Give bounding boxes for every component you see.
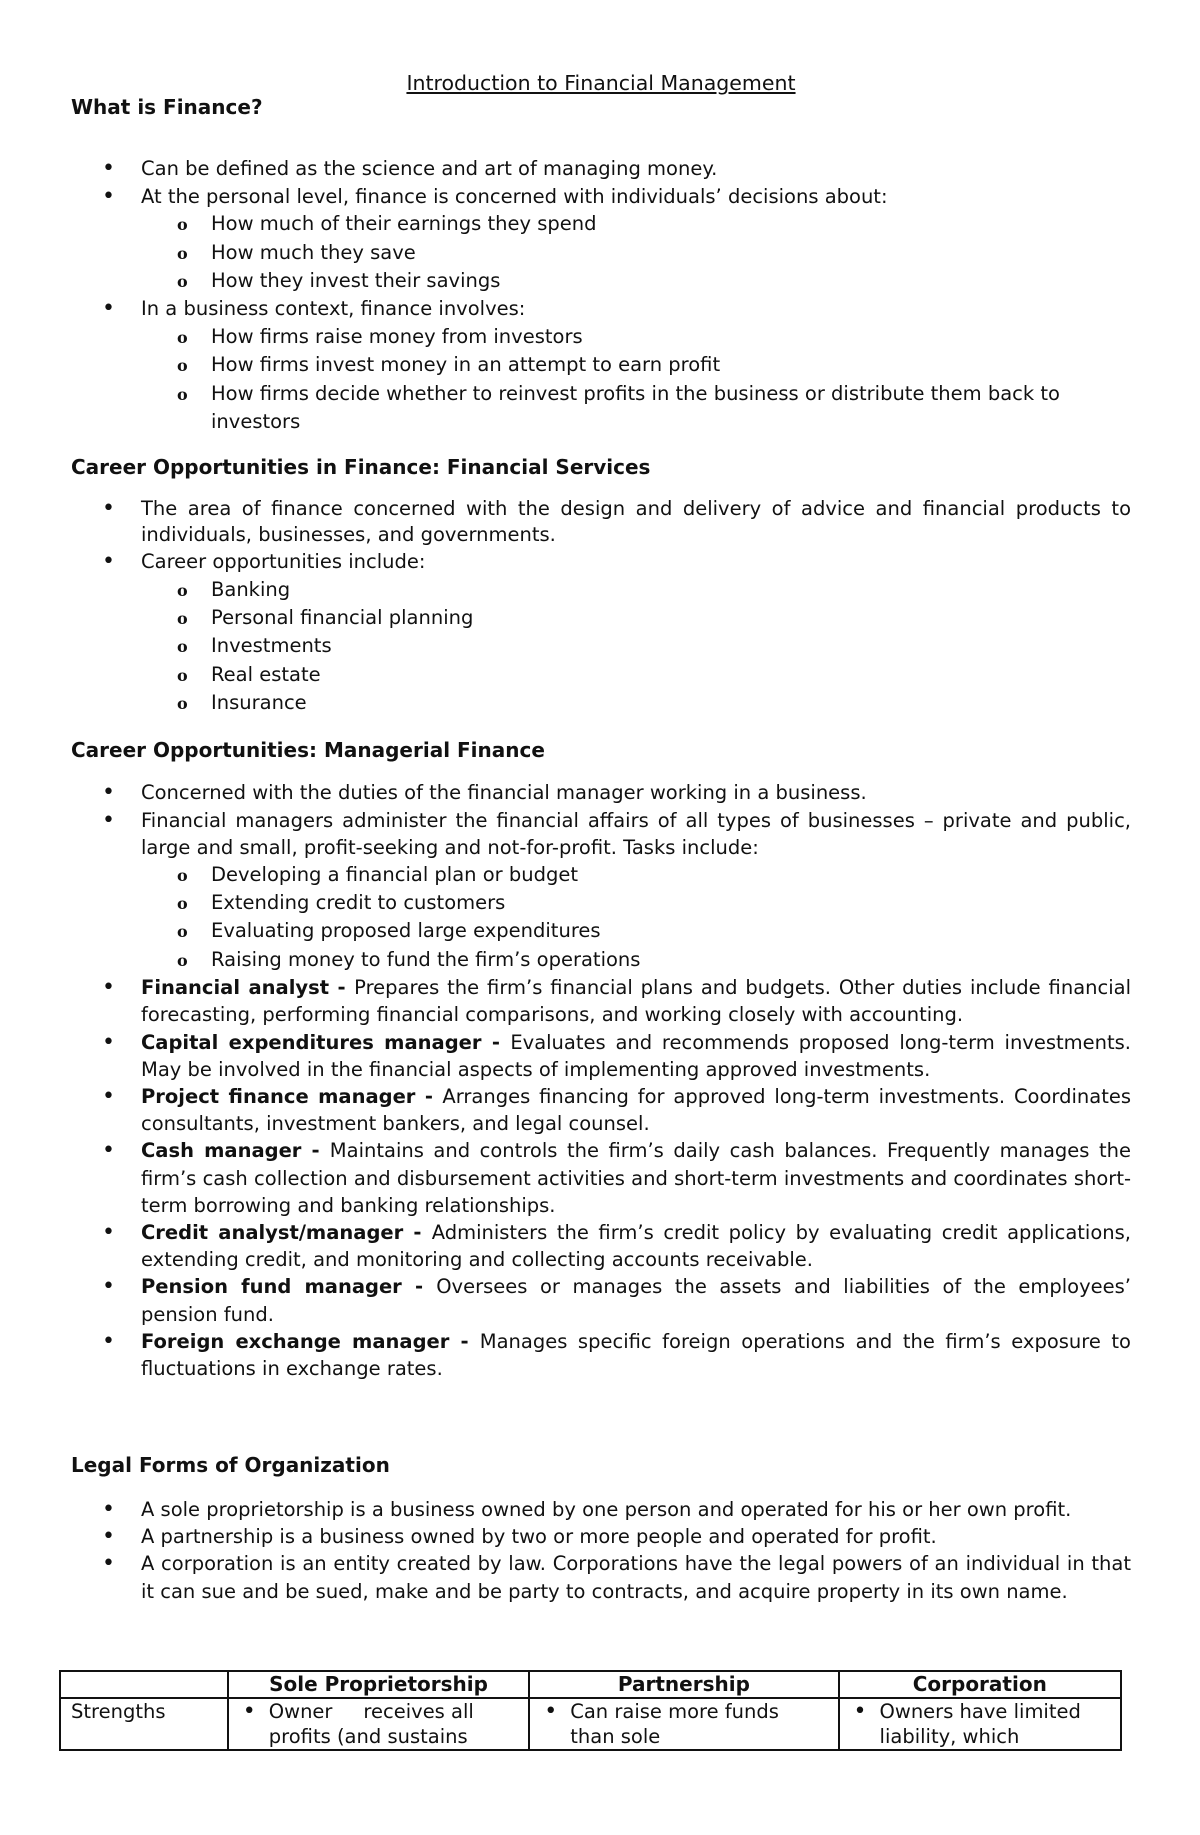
list-item: • The area of finance concerned with the design and delivery of advice and financial products to individuals, businesses, and governments. bbox=[71, 496, 1131, 548]
list-item-text: In a business context, finance involves: bbox=[141, 297, 526, 321]
role-desc: Maintains and controls the firm’s daily cash balances. Frequently manages the firm’s cash collection and disbursement activities and short-term investments and coordinates short-term borrowing and banking relationships. bbox=[141, 1139, 1131, 1217]
sublist-item: o Evaluating proposed large expenditures bbox=[141, 917, 1131, 945]
role-desc: Arranges financing for approved long-term investments. Coordinates consultants, investment bankers, and legal counsel. bbox=[141, 1085, 1131, 1136]
role-item bbox=[71, 1328, 1131, 1382]
sublist-item: o How firms raise money from investors bbox=[141, 323, 1131, 351]
role-term: Capital expenditures manager - bbox=[141, 1030, 511, 1054]
sublist-item: o Extending credit to customers bbox=[141, 889, 1131, 917]
role-desc: Manages specific foreign operations and the firm’s exposure to fluctuations in exchange rates. bbox=[141, 1329, 1131, 1381]
role-item bbox=[71, 1029, 1131, 1083]
role-item bbox=[71, 1219, 1131, 1273]
role-term: Foreign exchange manager - bbox=[141, 1329, 480, 1353]
role-item bbox=[71, 1273, 1131, 1327]
list-what-is-finance bbox=[71, 155, 1131, 436]
role-desc: Administers the firm’s credit policy by evaluating credit applications, extending credit, and monitoring and collecting accounts receivable. bbox=[141, 1221, 1131, 1272]
sublist bbox=[141, 861, 1131, 975]
table-header-cell: Corporation bbox=[839, 1671, 1121, 1698]
role-item bbox=[71, 1137, 1131, 1219]
sublist bbox=[141, 210, 1131, 295]
heading-managerial-finance: Career Opportunities: Managerial Finance bbox=[71, 738, 545, 762]
list-item: • Can be defined as the science and art of managing money. bbox=[71, 155, 1131, 183]
document-title: Introduction to Financial Management bbox=[406, 71, 796, 95]
list-item-text: Career opportunities include: bbox=[141, 550, 426, 573]
role-item bbox=[71, 1083, 1131, 1137]
role-term: Pension fund manager - bbox=[141, 1275, 437, 1299]
role-desc: Oversees or manages the assets and liabilities of the employees’ pension fund. bbox=[141, 1275, 1131, 1326]
sublist-item: o Insurance bbox=[141, 689, 1131, 717]
list-financial-services bbox=[71, 496, 1131, 718]
list-item: • A corporation is an entity created by law. Corporations have the legal powers of an individual in that it can sue and be sued, make and be party to contracts, and acquire property in its own name. bbox=[71, 1550, 1131, 1604]
sublist-item: o Developing a financial plan or budget bbox=[141, 861, 1131, 889]
list-item bbox=[71, 183, 1131, 296]
role-item bbox=[71, 974, 1131, 1028]
list-item bbox=[71, 807, 1131, 975]
list-managerial-finance bbox=[71, 779, 1131, 1382]
table-header-cell: Partnership bbox=[529, 1671, 838, 1698]
list-item-text: At the personal level, finance is concerned with individuals’ decisions about: bbox=[141, 184, 888, 208]
sublist-item: o How much they save bbox=[141, 239, 1131, 267]
sublist-item: o Investments bbox=[141, 632, 1131, 660]
table-header-cell: Sole Proprietorship bbox=[228, 1671, 529, 1698]
table-cell-text: • Can raise more funds than sole bbox=[540, 1699, 827, 1749]
table-row bbox=[60, 1698, 1121, 1750]
legal-forms-table bbox=[59, 1670, 1122, 1751]
list-item bbox=[71, 548, 1131, 718]
table-cell-text: • Owner receives all profits (and sustains bbox=[239, 1699, 518, 1749]
heading-financial-services: Career Opportunities in Finance: Financial Services bbox=[71, 455, 651, 479]
sublist-item: o How they invest their savings bbox=[141, 267, 1131, 295]
sublist-item: o How firms decide whether to reinvest profits in the business or distribute them back to investors bbox=[141, 380, 1131, 436]
table-header-row bbox=[60, 1671, 1121, 1698]
list-item: • Concerned with the duties of the financial manager working in a business. bbox=[71, 779, 1131, 807]
list-legal-forms bbox=[71, 1496, 1131, 1605]
table-cell bbox=[228, 1698, 529, 1750]
table-cell bbox=[839, 1698, 1121, 1750]
sublist-item: o How much of their earnings they spend bbox=[141, 210, 1131, 238]
sublist bbox=[141, 576, 1131, 718]
role-desc: Prepares the firm’s financial plans and budgets. Other duties include financial forecasting, performing financial comparisons, and working closely with accounting. bbox=[141, 976, 1132, 1027]
list-item-text: Financial managers administer the financial affairs of all types of businesses – private and public, large and small, profit-seeking and not-for-profit. Tasks include: bbox=[141, 808, 1131, 859]
role-term: Cash manager - bbox=[141, 1139, 330, 1163]
list-item: • A sole proprietorship is a business owned by one person and operated for his or her own profit. bbox=[71, 1496, 1131, 1523]
heading-legal-forms: Legal Forms of Organization bbox=[71, 1453, 390, 1477]
table-cell-text: • Owners have limited liability, which bbox=[850, 1699, 1110, 1749]
list-item: • A partnership is a business owned by two or more people and operated for profit. bbox=[71, 1523, 1131, 1550]
list-item bbox=[71, 295, 1131, 435]
sublist-item: o Real estate bbox=[141, 661, 1131, 689]
role-term: Project finance manager - bbox=[141, 1085, 443, 1109]
heading-what-is-finance: What is Finance? bbox=[71, 95, 263, 119]
sublist-item: o Raising money to fund the firm’s operations bbox=[141, 946, 1131, 974]
sublist-item: o Personal financial planning bbox=[141, 604, 1131, 632]
role-term: Credit analyst/manager - bbox=[141, 1221, 432, 1245]
table-cell bbox=[529, 1698, 838, 1750]
table-row-label: Strengths bbox=[60, 1698, 228, 1750]
role-term: Financial analyst - bbox=[141, 976, 355, 1000]
sublist-item: o How firms invest money in an attempt to earn profit bbox=[141, 351, 1131, 379]
sublist-item: o Banking bbox=[141, 576, 1131, 604]
role-desc: Evaluates and recommends proposed long-term investments. May be involved in the financial aspects of implementing approved investments. bbox=[141, 1030, 1131, 1081]
sublist bbox=[141, 323, 1131, 436]
table-header-cell bbox=[60, 1671, 228, 1698]
